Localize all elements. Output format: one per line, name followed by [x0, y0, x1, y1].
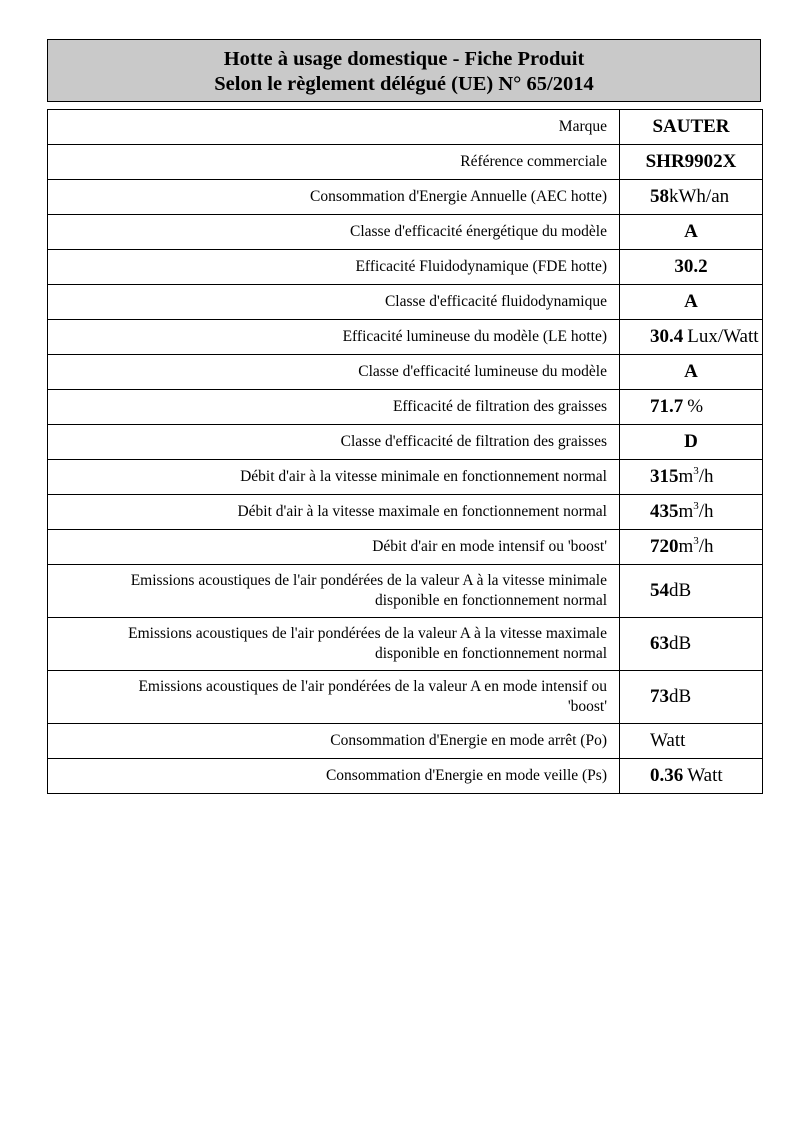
value-classe-lumineuse [620, 355, 763, 390]
value-debit-boost-unit: m [678, 536, 694, 557]
value-bruit-max-unit: dB [669, 633, 692, 654]
value-filtration-number: 71.7 [650, 396, 684, 417]
value-debit-max-unit-tail: /h [698, 501, 714, 522]
value-debit-min-number: 315 [650, 466, 679, 487]
label-bruit-min-line2: disponible en fonctionnement normal [374, 592, 607, 609]
label-debit-max: Débit d'air à la vitesse maximale en fonctionnement normal [48, 495, 620, 530]
label-marque: Marque [48, 110, 620, 145]
label-aec: Consommation d'Energie Annuelle (AEC hotte) [48, 180, 620, 215]
value-aec [620, 180, 763, 215]
value-debit-min-unit-tail: /h [698, 466, 714, 487]
value-po-unit: Watt [650, 730, 686, 751]
value-ps-unit: Watt [687, 765, 723, 786]
value-debit-boost-exponent: 3 [693, 535, 699, 547]
header-title: Hotte à usage domestique - Fiche Produit [223, 48, 585, 70]
value-marque [620, 110, 763, 145]
value-classe-fluido [620, 285, 763, 320]
row-filtration [48, 390, 763, 425]
row-bruit-min [48, 565, 763, 618]
value-reference-text: SHR9902X [645, 151, 737, 172]
row-reference [48, 145, 763, 180]
row-po [48, 724, 763, 759]
label-debit-boost: Débit d'air en mode intensif ou 'boost' [48, 530, 620, 565]
label-bruit-min [48, 565, 620, 618]
label-reference: Référence commerciale [48, 145, 620, 180]
value-marque-text: SAUTER [652, 116, 730, 137]
value-debit-boost [620, 530, 763, 565]
value-le-unit: Lux/Watt [687, 326, 759, 347]
value-debit-boost-number: 720 [650, 536, 679, 557]
value-reference [620, 145, 763, 180]
value-bruit-boost-number: 73 [650, 686, 669, 707]
value-bruit-min-unit: dB [669, 580, 692, 601]
value-le [620, 320, 763, 355]
value-bruit-max-number: 63 [650, 633, 669, 654]
label-fde: Efficacité Fluidodynamique (FDE hotte) [48, 250, 620, 285]
value-debit-max-unit: m [678, 501, 694, 522]
label-bruit-boost-line2: 'boost' [567, 698, 607, 715]
label-classe-energie: Classe d'efficacité énergétique du modèle [48, 215, 620, 250]
row-marque [48, 110, 763, 145]
value-bruit-max [620, 618, 763, 671]
row-classe-lumineuse [48, 355, 763, 390]
value-bruit-boost [620, 671, 763, 724]
label-filtration: Efficacité de filtration des graisses [48, 390, 620, 425]
label-ps: Consommation d'Energie en mode veille (Ps) [48, 759, 620, 794]
label-bruit-max [48, 618, 620, 671]
value-debit-min-exponent: 3 [693, 465, 699, 477]
label-debit-min: Débit d'air à la vitesse minimale en fonctionnement normal [48, 460, 620, 495]
header-regulation: Selon le règlement délégué (UE) N° 65/2014 [214, 73, 594, 95]
label-classe-filtration: Classe d'efficacité de filtration des graisses [48, 425, 620, 460]
value-classe-energie-text: A [684, 221, 698, 242]
value-fde-text: 30.2 [674, 256, 708, 277]
label-bruit-max-line1: Emissions acoustiques de l'air pondérées de la valeur A à la vitesse maximale [128, 625, 607, 642]
value-debit-max-number: 435 [650, 501, 679, 522]
value-ps [620, 759, 763, 794]
value-bruit-min [620, 565, 763, 618]
value-ps-number: 0.36 [650, 765, 684, 786]
value-bruit-boost-unit: dB [669, 686, 692, 707]
row-bruit-boost [48, 671, 763, 724]
label-le: Efficacité lumineuse du modèle (LE hotte) [48, 320, 620, 355]
row-aec [48, 180, 763, 215]
row-fde [48, 250, 763, 285]
value-debit-max [620, 495, 763, 530]
value-classe-filtration [620, 425, 763, 460]
row-debit-min [48, 460, 763, 495]
value-debit-min [620, 460, 763, 495]
row-classe-filtration [48, 425, 763, 460]
value-debit-max-exponent: 3 [693, 500, 699, 512]
label-bruit-min-line1: Emissions acoustiques de l'air pondérées de la valeur A à la vitesse minimale [130, 572, 607, 589]
row-classe-fluido [48, 285, 763, 320]
row-ps [48, 759, 763, 794]
label-po: Consommation d'Energie en mode arrêt (Po) [48, 724, 620, 759]
row-debit-max [48, 495, 763, 530]
value-aec-unit: kWh/an [669, 186, 730, 207]
value-bruit-min-number: 54 [650, 580, 669, 601]
product-spec-table [47, 109, 763, 794]
label-bruit-boost [48, 671, 620, 724]
value-classe-fluido-text: A [684, 291, 698, 312]
value-filtration [620, 390, 763, 425]
label-bruit-boost-line1: Emissions acoustiques de l'air pondérées de la valeur A en mode intensif ou [138, 678, 607, 695]
value-po [620, 724, 763, 759]
row-debit-boost [48, 530, 763, 565]
value-classe-filtration-text: D [684, 431, 698, 452]
value-debit-min-unit: m [678, 466, 694, 487]
label-classe-lumineuse: Classe d'efficacité lumineuse du modèle [48, 355, 620, 390]
value-filtration-unit: % [687, 396, 704, 417]
row-classe-energie [48, 215, 763, 250]
row-bruit-max [48, 618, 763, 671]
value-classe-energie [620, 215, 763, 250]
value-debit-boost-unit-tail: /h [698, 536, 714, 557]
value-classe-lumineuse-text: A [684, 361, 698, 382]
sheet-header [47, 39, 761, 102]
value-fde [620, 250, 763, 285]
value-aec-number: 58 [650, 186, 669, 207]
row-le [48, 320, 763, 355]
label-bruit-max-line2: disponible en fonctionnement normal [374, 645, 607, 662]
value-le-number: 30.4 [650, 326, 684, 347]
label-classe-fluido: Classe d'efficacité fluidodynamique [48, 285, 620, 320]
